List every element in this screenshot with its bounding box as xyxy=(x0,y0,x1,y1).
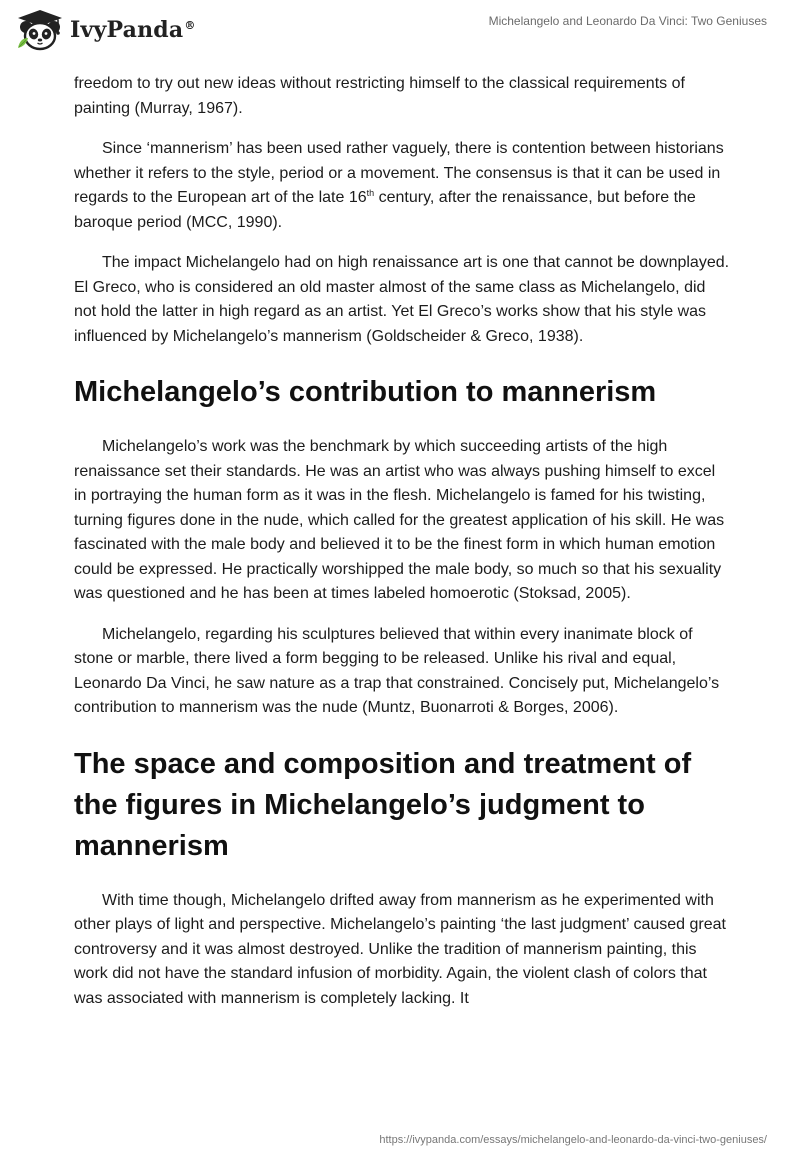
paragraph-2-text-a: Since ‘mannerism’ has been used rather vaguely, there is contention between historians whether it refers to the style, period or a movement. The consensus is that it can be used in regards to the European art of the late 16 xyxy=(74,140,724,206)
page-header xyxy=(0,0,800,72)
ivypanda-logo[interactable] xyxy=(14,8,196,52)
section-heading-space-composition: The space and composition and treatment of the figures in Michelangelo’s judgment to mannerism xyxy=(74,747,692,862)
brand-name: IvyPanda® xyxy=(70,17,196,43)
source-url[interactable]: https://ivypanda.com/essays/michelangelo-and-leonardo-da-vinci-two-geniuses/ xyxy=(379,1134,767,1146)
paragraph-2-text-b: century, after the renaissance, but before the baroque period (MCC, 1990). xyxy=(74,189,696,231)
document-title: Michelangelo and Leonardo Da Vinci: Two Geniuses xyxy=(488,14,767,28)
ordinal-superscript: th xyxy=(366,188,375,198)
registered-mark: ® xyxy=(184,18,196,32)
section-heading-contribution: Michelangelo’s contribution to mannerism xyxy=(74,376,657,408)
paragraph-4: Michelangelo’s work was the benchmark by which succeeding artists of the high renaissance set their standards. He was an artist who was always pushing himself to excel in portraying the human form as it was in the flesh. Michelangelo is famed for his twisting, turning figures done in the nude, which called for the greatest application of his skill. He was fascinated with the male body and believed it to be the finest form in which human emotion could be expressed. He practically worshipped the male body, so much so that his sexuality was questioned and he has been at times labeled homoerotic (Stoksad, 2005). xyxy=(74,438,725,602)
paragraph-5: Michelangelo, regarding his sculptures believed that within every inanimate block of stone or marble, there lived a form begging to be released. Unlike his rival and equal, Leonardo Da Vinci, he saw nature as a trap that constrained. Concisely put, Michelangelo’s contribution to mannerism was the nude (Muntz, Buonarroti & Borges, 2006). xyxy=(74,625,720,716)
paragraph-2 xyxy=(74,137,730,235)
paragraph-1: freedom to try out new ideas without restricting himself to the classical requirements of painting (Murray, 1967). xyxy=(74,75,685,117)
essay-content xyxy=(74,72,730,1027)
paragraph-6: With time though, Michelangelo drifted away from mannerism as he experimented with other plays of light and perspective. Michelangelo’s painting ‘the last judgment’ caused great controversy and it was almost destroyed. Unlike the tradition of mannerism painting, this work did not have the standard infusion of morbidity. Again, the violent clash of colors that was associated with mannerism is completely lacking. It xyxy=(74,891,726,1007)
panda-logo-icon xyxy=(14,8,66,52)
paragraph-3: The impact Michelangelo had on high renaissance art is one that cannot be downplayed. El Greco, who is considered an old master almost of the same class as Michelangelo, did not hold the latter in high regard as an artist. Yet El Greco’s works show that his style was influenced by Michelangelo’s mannerism (Goldscheider & Greco, 1938). xyxy=(74,254,730,345)
